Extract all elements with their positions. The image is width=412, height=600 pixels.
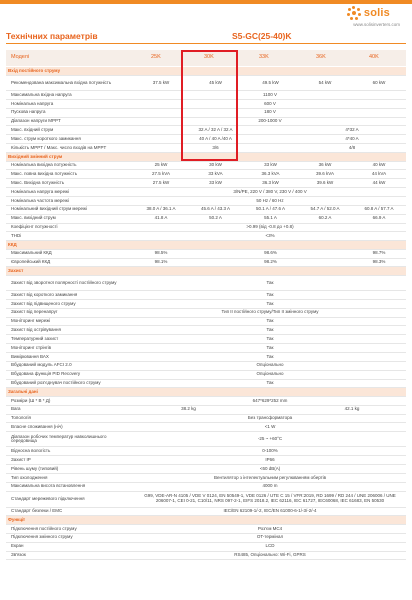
spec-value: 98.6% xyxy=(243,249,298,258)
spec-label: Відносна вологість xyxy=(6,447,134,456)
spec-value: OT-термінал xyxy=(134,533,406,542)
model-title: S5-GC(25-40)K xyxy=(232,31,292,41)
spec-value: 36 kW xyxy=(298,161,352,170)
spec-value: 33 kW xyxy=(243,161,298,170)
spec-row xyxy=(6,291,406,300)
spec-label: Максимальна вхідна напруга xyxy=(6,91,134,100)
spec-row xyxy=(6,491,406,507)
spec-row xyxy=(6,423,406,432)
spec-value: 50.2 A xyxy=(188,214,243,223)
spec-value: Опціонально xyxy=(134,370,406,379)
spec-value: 44 kW xyxy=(352,179,406,188)
spec-value: <60 dB(A) xyxy=(134,465,406,474)
spec-row xyxy=(6,196,406,205)
spec-value: 4*40 A xyxy=(298,135,406,144)
spec-row xyxy=(6,432,406,447)
spec-value: <3% xyxy=(134,232,406,241)
spec-row xyxy=(6,299,406,308)
spec-value: -25 ~ +60°C xyxy=(134,432,406,447)
spec-value: 98.3% xyxy=(352,258,406,267)
spec-label: Стандарт мережевого підключення xyxy=(6,491,134,507)
spec-value: Так xyxy=(134,335,406,344)
spec-label: Власне споживання (ніч) xyxy=(6,423,134,432)
spec-label: Підключення змінного струму xyxy=(6,533,134,542)
spec-value: 25 kW xyxy=(134,161,188,170)
model-33k: 33K xyxy=(259,54,269,60)
top-accent-bar xyxy=(0,0,412,4)
spec-value: 200-1000 V xyxy=(134,117,406,126)
spec-value: Так xyxy=(134,379,406,388)
spec-row xyxy=(6,465,406,474)
spec-value: G99, VDE-AR-N 4105 / VDE V 0124, EN 50549-1, VDE 0126 / UTE C 15 / VFR:2019, RD 1699 / RD 244 / UNE 206006 / UNE 206007-1, CEI 0-21, C10/11, NRS 097-2-1, EIFS 2018.2, IEC 62116, IEC 61727, IEC60068, IEC 61683, EN 50530 xyxy=(134,491,406,507)
spec-value xyxy=(298,258,352,267)
spec-value: Так xyxy=(134,317,406,326)
spec-row xyxy=(6,370,406,379)
spec-row xyxy=(6,249,406,258)
spec-row xyxy=(6,344,406,353)
spec-value: 647*629*252 mm xyxy=(134,396,406,405)
spec-value: 54.7 A / 52.0 A xyxy=(298,205,352,214)
spec-value: 38.0 A / 36.1 A xyxy=(134,205,188,214)
spec-value: Без трансформатора xyxy=(134,414,406,423)
spec-value: 54 kW xyxy=(298,76,352,91)
spec-label: Вбудований роз'єднувач постійного струму xyxy=(6,379,134,388)
spec-label: Захист IP xyxy=(6,456,134,465)
spec-label: Топологія xyxy=(6,414,134,423)
spec-row xyxy=(6,170,406,179)
spec-value xyxy=(243,135,298,144)
spec-row xyxy=(6,335,406,344)
spec-value: IEC/EN 62109-1/-2, IEC/EN 61000-6-1/-3/-2/-4 xyxy=(134,507,406,516)
spec-label: Моніторинг мережі xyxy=(6,317,134,326)
spec-value: Роз'єм MC4 xyxy=(134,524,406,533)
spec-row xyxy=(6,396,406,405)
spec-row xyxy=(6,326,406,335)
spec-value: 600 V xyxy=(134,99,406,108)
spec-row xyxy=(6,447,406,456)
spec-row xyxy=(6,223,406,232)
spec-value: 98.5% xyxy=(134,249,188,258)
header-label: Моделі xyxy=(11,54,30,60)
spec-label: Вбудована функція PID Recovery xyxy=(6,370,134,379)
spec-label: Номінальна напруга xyxy=(6,99,134,108)
spec-value: 1100 V xyxy=(134,91,406,100)
section-title: Загальні дані xyxy=(6,388,406,397)
spec-row xyxy=(6,188,406,197)
section-header xyxy=(6,241,406,250)
section-title: Захист xyxy=(6,267,406,276)
spec-value xyxy=(243,126,298,135)
spec-row xyxy=(6,482,406,491)
site-url: www.solisinverters.com xyxy=(353,22,400,27)
spec-value: LCD xyxy=(134,542,406,551)
spec-label: Європейський ККД xyxy=(6,258,134,267)
sun-icon xyxy=(347,6,361,20)
spec-label: Вбудований модуль AFCI 2.0 xyxy=(6,361,134,370)
spec-value: 66.9 A xyxy=(352,214,406,223)
spec-label: Екран xyxy=(6,542,134,551)
spec-value xyxy=(188,258,243,267)
section-header xyxy=(6,388,406,397)
spec-value: 40 kW xyxy=(352,161,406,170)
spec-value: 27.5 kVA xyxy=(134,170,188,179)
spec-row xyxy=(6,258,406,267)
spec-value: Так xyxy=(134,344,406,353)
spec-value xyxy=(134,126,188,135)
spec-label: Зв'язок xyxy=(6,551,134,560)
spec-value: 38.2 kg xyxy=(134,405,243,414)
spec-label: Максимальна висота встановлення xyxy=(6,482,134,491)
spec-row xyxy=(6,161,406,170)
spec-value: Так xyxy=(134,326,406,335)
spec-value: 39.6 kVA xyxy=(298,170,352,179)
section-header xyxy=(6,267,406,276)
spec-label: Тип охолодження xyxy=(6,473,134,482)
spec-value: 27.5 kW xyxy=(134,179,188,188)
spec-value: 3/N/PE, 220 V / 380 V, 230 V / 400 V xyxy=(134,188,406,197)
spec-value: 33 kW xyxy=(188,179,243,188)
spec-value: 45.6 A / 43.3 A xyxy=(188,205,243,214)
spec-label: Номінальний вихідний струм мережі xyxy=(6,205,134,214)
spec-value: 30 kW xyxy=(188,161,243,170)
highlight-box-30k xyxy=(181,50,238,161)
spec-value: Так xyxy=(134,352,406,361)
spec-value: 4*32 A xyxy=(298,126,406,135)
spec-value: 4000 m xyxy=(134,482,406,491)
spec-value: <1 W xyxy=(134,423,406,432)
spec-label: Максимальний ККД xyxy=(6,249,134,258)
spec-value xyxy=(188,249,243,258)
model-30k: 30K xyxy=(204,54,214,60)
spec-row xyxy=(6,214,406,223)
spec-row xyxy=(6,205,406,214)
spec-label: Рівень шуму (типовий) xyxy=(6,465,134,474)
spec-row xyxy=(6,405,406,414)
spec-value: IP66 xyxy=(134,456,406,465)
spec-value: 42.1 kg xyxy=(298,405,406,414)
model-25k: 25K xyxy=(151,54,161,60)
spec-label: Вага xyxy=(6,405,134,414)
spec-value: 50 Hz / 60 Hz xyxy=(134,196,406,205)
spec-value xyxy=(243,144,298,153)
spec-row xyxy=(6,276,406,291)
spec-value: 180 V xyxy=(134,108,406,117)
spec-label: Пускова напруга xyxy=(6,108,134,117)
section-header xyxy=(6,516,406,525)
spec-label: Захист від підвищеного струму xyxy=(6,299,134,308)
spec-value: 50.1 A / 47.6 A xyxy=(243,205,298,214)
spec-row xyxy=(6,507,406,516)
model-36k: 36K xyxy=(316,54,326,60)
spec-value: 32 A / 32 A / 32 A xyxy=(188,126,243,135)
spec-value: 4/8 xyxy=(298,144,406,153)
spec-value: 60 kW xyxy=(352,76,406,91)
spec-label: Температурний захист xyxy=(6,335,134,344)
spec-row xyxy=(6,179,406,188)
spec-row xyxy=(6,352,406,361)
spec-label: Номінальна напруга мережі xyxy=(6,188,134,197)
spec-label: Моніторинг стрінгів xyxy=(6,344,134,353)
spec-row xyxy=(6,317,406,326)
spec-value: 39.6 kW xyxy=(298,179,352,188)
spec-value: 60.8 A / 57.7 A xyxy=(352,205,406,214)
spec-label: Макс. вхідний струм xyxy=(6,126,134,135)
spec-value: 98.1% xyxy=(134,258,188,267)
spec-value: 33 kVA xyxy=(188,170,243,179)
spec-row xyxy=(6,308,406,317)
spec-value: Опціонально xyxy=(134,361,406,370)
spec-value xyxy=(134,144,188,153)
spec-value: Так xyxy=(134,291,406,300)
spec-value xyxy=(298,249,352,258)
spec-value: 3/6 xyxy=(188,144,243,153)
spec-value: RS485, Опціонально: Wi-Fi, GPRS xyxy=(134,551,406,560)
spec-value: 40 A / 40 A /40 A xyxy=(188,135,243,144)
model-40k: 40K xyxy=(369,54,379,60)
spec-row xyxy=(6,542,406,551)
spec-value: 36.3 kVA xyxy=(243,170,298,179)
spec-value xyxy=(134,135,188,144)
spec-value: 60.2 A xyxy=(298,214,352,223)
spec-label: Макс. повна вихідна потужність xyxy=(6,170,134,179)
spec-label: Діапазон напруги MPPT xyxy=(6,117,134,126)
spec-row xyxy=(6,361,406,370)
spec-label: Макс. струм короткого замикання xyxy=(6,135,134,144)
spec-label: Макс. Вихідна потужність xyxy=(6,179,134,188)
spec-value: 98.2% xyxy=(243,258,298,267)
spec-row xyxy=(6,456,406,465)
spec-label: Підключення постійного струму xyxy=(6,524,134,533)
spec-value: 49.5 kW xyxy=(243,76,298,91)
spec-value: Так xyxy=(134,276,406,291)
spec-label: Захист від острівування xyxy=(6,326,134,335)
spec-label: THDi xyxy=(6,232,134,241)
spec-value: Тип II постійного струму/Тип II змінного струму xyxy=(134,308,406,317)
spec-value: 44 kVA xyxy=(352,170,406,179)
logo-text: solis xyxy=(363,7,390,19)
spec-row xyxy=(6,551,406,560)
spec-label: Захист від перенапруг xyxy=(6,308,134,317)
spec-value: 98.7% xyxy=(352,249,406,258)
brand-logo xyxy=(347,6,390,20)
section-title: Вихідний змінний струм xyxy=(6,153,406,162)
spec-row xyxy=(6,232,406,241)
section-title: ККД xyxy=(6,241,406,250)
spec-label: Номінальна вихідна потужність xyxy=(6,161,134,170)
page-title: Технічних параметрів xyxy=(6,31,98,41)
spec-label: Номінальна частота мережі xyxy=(6,196,134,205)
spec-value: 37.5 kW xyxy=(134,76,188,91)
spec-label: Кількість MPPT / Макс. число входів на MPPT xyxy=(6,144,134,153)
spec-label: Розміри (Ш * В * Д) xyxy=(6,396,134,405)
spec-row xyxy=(6,414,406,423)
spec-label: Рекомендована максимальна вхідна потужність xyxy=(6,76,134,91)
title-divider xyxy=(6,43,406,44)
spec-value: >0.99 (від -0.8 до +0.8) xyxy=(134,223,406,232)
spec-label: Вимірювання ВАХ xyxy=(6,352,134,361)
spec-label: Захист від короткого замикання xyxy=(6,291,134,300)
spec-row xyxy=(6,533,406,542)
spec-row xyxy=(6,473,406,482)
spec-value xyxy=(243,405,298,414)
spec-value: Вентилятор з інтелектуальним регулюванням обертів xyxy=(134,473,406,482)
section-title: Функції xyxy=(6,516,406,525)
spec-row xyxy=(6,524,406,533)
spec-value: 45 kW xyxy=(188,76,243,91)
spec-value: 41.8 A xyxy=(134,214,188,223)
spec-label: Коефіцієнт потужності xyxy=(6,223,134,232)
spec-label: Макс. вихідний струм xyxy=(6,214,134,223)
section-title: Вхід постійного струму xyxy=(6,67,406,76)
spec-label: Діапазон робочих температур навколишнього середовища xyxy=(6,432,134,447)
spec-value: 0-100% xyxy=(134,447,406,456)
spec-value: Так xyxy=(134,299,406,308)
spec-value: 36.3 kW xyxy=(243,179,298,188)
spec-row xyxy=(6,379,406,388)
spec-label: Захист від зворотної полярності постійного струму xyxy=(6,276,134,291)
spec-value: 55.1 A xyxy=(243,214,298,223)
spec-label: Стандарт безпеки / EMC xyxy=(6,507,134,516)
